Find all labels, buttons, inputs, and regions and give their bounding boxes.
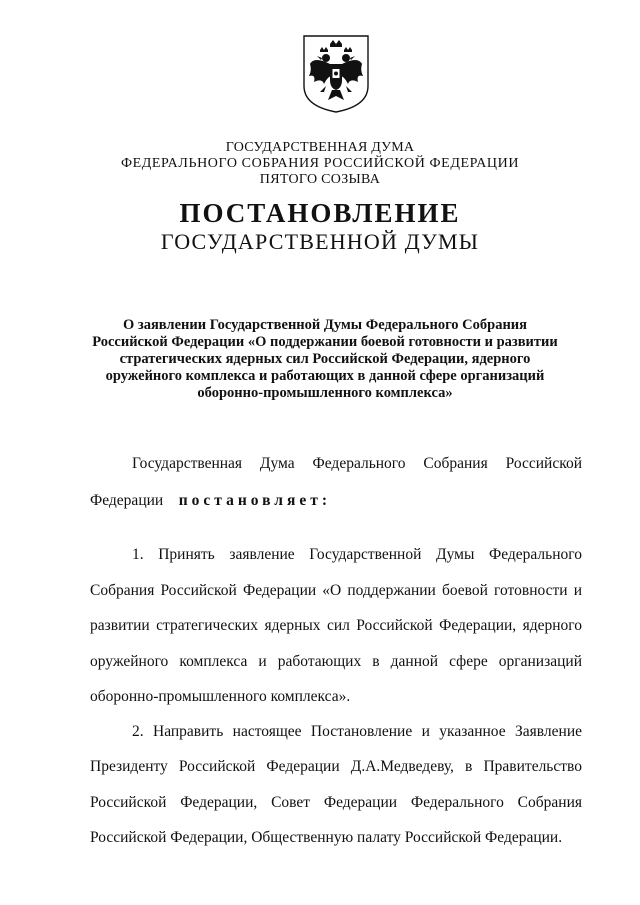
preamble-subject: Федерации [90, 492, 164, 509]
preamble-line [90, 492, 582, 510]
subject-line: стратегических ядерных сил Российской Федерации, ядерного [119, 351, 531, 367]
org-name-line-2: ФЕДЕРАЛЬНОГО СОБРАНИЯ РОССИЙСКОЙ ФЕДЕРАЦИИ [120, 156, 520, 171]
preamble-verb: постановляет: [178, 492, 332, 509]
item-2-line: Российской Федерации, Общественную палату Российской Федерации. [90, 829, 563, 846]
preamble-line: Государственная Дума Федерального Собрания Российской [132, 455, 582, 472]
subject-line: оружейного комплекса и работающих в данной сфере организаций [105, 368, 545, 384]
item-1-line: 1. Принять заявление Государственной Думы Федерального [132, 546, 582, 563]
item-1-line: развитии стратегических ядерных сил Российской Федерации, ядерного [90, 617, 582, 634]
item-1-line: Собрания Российской Федерации «О поддержании боевой готовности и [90, 582, 582, 599]
item-2-line: 2. Направить настоящее Постановление и указанное Заявление [132, 723, 582, 740]
document-issuer-title: ГОСУДАРСТВЕННОЙ ДУМЫ [160, 229, 480, 254]
resolution-subject [90, 317, 560, 402]
subject-line: оборонно-промышленного комплекса» [197, 385, 453, 401]
subject-line: Российской Федерации «О поддержании боевой готовности и развитии [92, 334, 558, 350]
item-2-line: Президенту Российской Федерации Д.А.Медведеву, в Правительство [90, 758, 582, 775]
subject-line: О заявлении Государственной Думы Федерального Собрания [122, 317, 528, 333]
double-headed-eagle-icon [300, 34, 372, 114]
item-1-line: оборонно-промышленного комплекса». [90, 688, 351, 705]
document-type-title: ПОСТАНОВЛЕНИЕ [179, 198, 461, 228]
item-2-line: Российской Федерации, Совет Федерации Федерального Собрания [90, 794, 582, 811]
org-name-line-1: ГОСУДАРСТВЕННАЯ ДУМА [225, 140, 415, 155]
convocation-line: ПЯТОГО СОЗЫВА [259, 172, 381, 187]
item-1-line: оружейного комплекса и работающих в данной сфере организаций [90, 653, 582, 670]
